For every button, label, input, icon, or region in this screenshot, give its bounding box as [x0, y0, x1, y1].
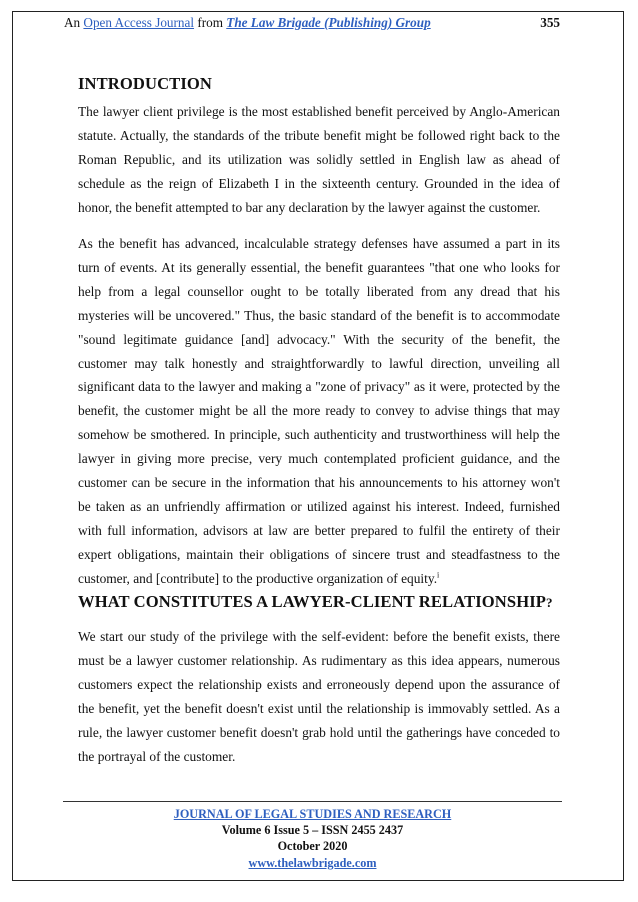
- header-attribution: [64, 14, 431, 32]
- page-number: 355: [540, 15, 560, 30]
- intro-paragraph-2-text: As the benefit has advanced, incalculable strategy defenses have assumed a part in its turn of events. At its generally essential, the benefit guarantees "that one who looks for help from a legal counsellor ought to be totally liberated from any dread that his mysteries will be uncovered." Thus, the basic standard of the benefit is to accommodate "sound legitimate guidance [and] advocacy." With the security of the benefit, the customer may talk honestly and straightforwardly to lawful direction, unveiling all significant data to the lawyer and making a "zone of privacy" as it were, protected by the benefit, the customer might be all the more ready to convey to advise things that may somehow be smothered. In principle, such authenticity and trustworthiness will help the lawyer in giving more precise, very much contemplated proficient guidance, and the customer can be secure in the information that his announcements to his attorney won't be taken as an unfriendly affirmation or utilized against his interest. Indeed, furnished with full information, advisors at law are better prepared to fulfil the entirety of their expert obligations, maintain their obligations of sincere trust and steadfastness to the customer, and [contribute] to the productive organization of equity.: [78, 236, 560, 586]
- volume-issue: Volume 6 Issue 5 – ISSN 2455 2437: [221, 823, 404, 838]
- website-link[interactable]: www.thelawbrigade.com: [248, 855, 377, 870]
- journal-title-link[interactable]: JOURNAL OF LEGAL STUDIES AND RESEARCH: [173, 807, 452, 821]
- header-from: from: [194, 15, 227, 30]
- header-prefix: An: [64, 15, 84, 30]
- issue-date: October 2020: [277, 839, 348, 854]
- open-access-link[interactable]: Open Access Journal: [83, 15, 195, 30]
- relationship-heading: [78, 592, 553, 612]
- footnote-ref[interactable]: i: [437, 570, 440, 580]
- relationship-heading-text: WHAT CONSTITUTES A LAWYER-CLIENT RELATIONSHIP: [78, 592, 547, 611]
- publisher-link[interactable]: The Law Brigade (Publishing) Group: [226, 15, 431, 30]
- intro-paragraph-1: The lawyer client privilege is the most established benefit perceived by Anglo-American statute. Actually, the standards of the tribute benefit might be followed right back to the Roman Republic, and its utilization was solidly settled in English law as ahead of schedule as the reign of Elizabeth I in the sixteenth century. Grounded in the idea of honor, the benefit attempted to bar any declaration by the lawyer against the customer.: [78, 104, 560, 215]
- intro-paragraph-2: [78, 232, 560, 591]
- page-footer: [63, 806, 562, 871]
- relationship-heading-mark: ?: [546, 595, 553, 610]
- footer-divider: [63, 801, 562, 802]
- relationship-paragraph: We start our study of the privilege with the self-evident: before the benefit exists, there must be a lawyer customer relationship. As rudimentary as this idea appears, numerous customers expect the relationship exists and erroneously depend upon the assurance of the benefit, yet the benefit doesn't exist until the relationship is immovably settled. As a rule, the lawyer customer benefit doesn't grab hold until the gatherings have conceded to the portrayal of the customer.: [78, 629, 560, 764]
- page-header: [64, 14, 560, 32]
- intro-heading: INTRODUCTION: [78, 74, 212, 93]
